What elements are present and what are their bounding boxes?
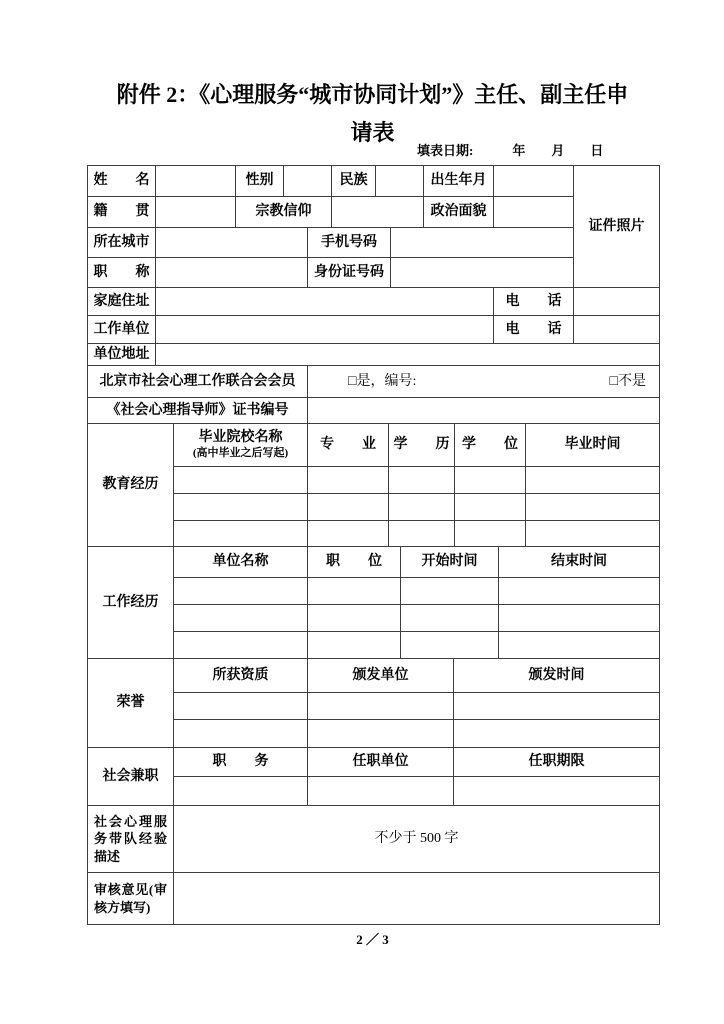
edu-cell[interactable]	[389, 467, 455, 494]
work-cell[interactable]	[499, 605, 659, 632]
member-yes-label: 是，编号:	[356, 373, 417, 389]
id-number-field[interactable]	[391, 258, 574, 288]
education-degree-header: 学 位	[455, 424, 526, 467]
review-field[interactable]	[174, 873, 659, 924]
work-section-label: 工作经历	[88, 547, 174, 659]
work-cell[interactable]	[174, 632, 308, 659]
edu-cell[interactable]	[526, 494, 659, 521]
social-cell[interactable]	[174, 777, 308, 806]
edu-cell[interactable]	[526, 467, 659, 494]
honor-cell[interactable]	[454, 720, 659, 748]
edu-cell[interactable]	[526, 521, 659, 547]
edu-cell[interactable]	[174, 467, 308, 494]
social-term-header: 任职期限	[454, 748, 659, 777]
ethnicity-field[interactable]	[376, 166, 424, 197]
honors-section-label: 荣誉	[88, 659, 174, 748]
religion-field[interactable]	[332, 197, 424, 228]
social-section-label: 社会兼职	[88, 748, 174, 806]
checkbox-icon[interactable]: □	[609, 373, 618, 389]
social-cell[interactable]	[454, 777, 659, 806]
membership-label: 北京市社会心理工作联合会会员	[88, 366, 308, 398]
work-cell[interactable]	[174, 605, 308, 632]
page-number: 2 ／ 3	[356, 932, 389, 947]
work-cell[interactable]	[499, 632, 659, 659]
edu-cell[interactable]	[389, 494, 455, 521]
edu-cell[interactable]	[174, 494, 308, 521]
social-position-header: 职 务	[174, 748, 308, 777]
mobile-field[interactable]	[391, 228, 574, 258]
edu-cell[interactable]	[389, 521, 455, 547]
member-yes-option[interactable]	[348, 373, 416, 391]
honor-cell[interactable]	[174, 720, 308, 748]
title-line-2: 请表	[350, 120, 395, 145]
certificate-number-field[interactable]	[308, 398, 659, 424]
honor-cell[interactable]	[174, 693, 308, 720]
work-cell[interactable]	[174, 578, 308, 605]
professional-title-label: 职 称	[88, 258, 156, 288]
birth-date-label: 出生年月	[424, 166, 494, 197]
checkbox-icon[interactable]: □	[348, 373, 357, 389]
id-number-label: 身份证号码	[308, 258, 391, 288]
work-unit-label: 工作单位	[88, 316, 156, 344]
name-field[interactable]	[156, 166, 236, 197]
home-address-field[interactable]	[156, 288, 494, 316]
edu-cell[interactable]	[308, 467, 389, 494]
work-unit-header: 单位名称	[174, 547, 308, 578]
review-section-label: 审核意见(审核方填写)	[88, 873, 174, 924]
member-no-option[interactable]	[610, 373, 646, 391]
photo-cell: 证件照片	[574, 166, 659, 288]
work-position-header: 职 位	[308, 547, 401, 578]
education-school-header-line2: (高中毕业之后写起)	[192, 446, 289, 459]
application-form-table	[87, 165, 660, 925]
birth-date-field[interactable]	[494, 166, 574, 197]
work-phone-label: 电 话	[494, 316, 574, 344]
city-field[interactable]	[156, 228, 308, 258]
native-place-field[interactable]	[156, 197, 236, 228]
ethnicity-label: 民族	[332, 166, 376, 197]
honor-cell[interactable]	[454, 693, 659, 720]
honors-issuer-header: 颁发单位	[308, 659, 454, 693]
honors-issue-time-header: 颁发时间	[454, 659, 659, 693]
education-school-header-line1: 毕业院校名称	[198, 430, 283, 446]
social-unit-header: 任职单位	[308, 748, 454, 777]
work-cell[interactable]	[401, 605, 499, 632]
education-degree-level-header: 学 历	[389, 424, 455, 467]
edu-cell[interactable]	[455, 467, 526, 494]
work-cell[interactable]	[308, 578, 401, 605]
work-phone-field[interactable]	[574, 316, 659, 344]
honor-cell[interactable]	[308, 693, 454, 720]
political-status-label: 政治面貌	[424, 197, 494, 228]
work-cell[interactable]	[308, 605, 401, 632]
social-cell[interactable]	[308, 777, 454, 806]
unit-address-field[interactable]	[156, 344, 659, 366]
work-cell[interactable]	[401, 578, 499, 605]
certificate-number-label: 《社会心理指导师》证书编号	[88, 398, 308, 424]
work-unit-field[interactable]	[156, 316, 494, 344]
work-start-header: 开始时间	[401, 547, 499, 578]
religion-label: 宗教信仰	[236, 197, 332, 228]
honor-cell[interactable]	[308, 720, 454, 748]
education-grad-time-header: 毕业时间	[526, 424, 659, 467]
experience-field[interactable]: 不少于 500 字	[174, 806, 659, 873]
mobile-label: 手机号码	[308, 228, 391, 258]
native-place-label: 籍 贯	[88, 197, 156, 228]
work-end-header: 结束时间	[499, 547, 659, 578]
title-line-1: 附件 2：《心理服务“城市协同计划”》主任、副主任申	[116, 82, 629, 107]
edu-cell[interactable]	[308, 521, 389, 547]
edu-cell[interactable]	[455, 494, 526, 521]
home-phone-field[interactable]	[574, 288, 659, 316]
edu-cell[interactable]	[174, 521, 308, 547]
unit-address-label: 单位地址	[88, 344, 156, 366]
work-cell[interactable]	[499, 578, 659, 605]
honors-qualification-header: 所获资质	[174, 659, 308, 693]
experience-section-label: 社会心理服务带队经验描述	[88, 806, 174, 873]
city-label: 所在城市	[88, 228, 156, 258]
edu-cell[interactable]	[455, 521, 526, 547]
gender-label: 性别	[236, 166, 284, 197]
education-school-header	[174, 424, 308, 467]
home-phone-label: 电 话	[494, 288, 574, 316]
home-address-label: 家庭住址	[88, 288, 156, 316]
name-label: 姓 名	[88, 166, 156, 197]
work-cell[interactable]	[308, 632, 401, 659]
education-major-header: 专 业	[308, 424, 389, 467]
gender-field[interactable]	[284, 166, 332, 197]
member-no-label: 不是	[618, 373, 646, 389]
form-date-line: 填表日期: 年 月 日	[417, 143, 604, 158]
political-status-field[interactable]	[494, 197, 574, 228]
professional-title-field[interactable]	[156, 258, 308, 288]
education-section-label: 教育经历	[88, 424, 174, 547]
edu-cell[interactable]	[308, 494, 389, 521]
work-cell[interactable]	[401, 632, 499, 659]
membership-options	[308, 366, 659, 398]
